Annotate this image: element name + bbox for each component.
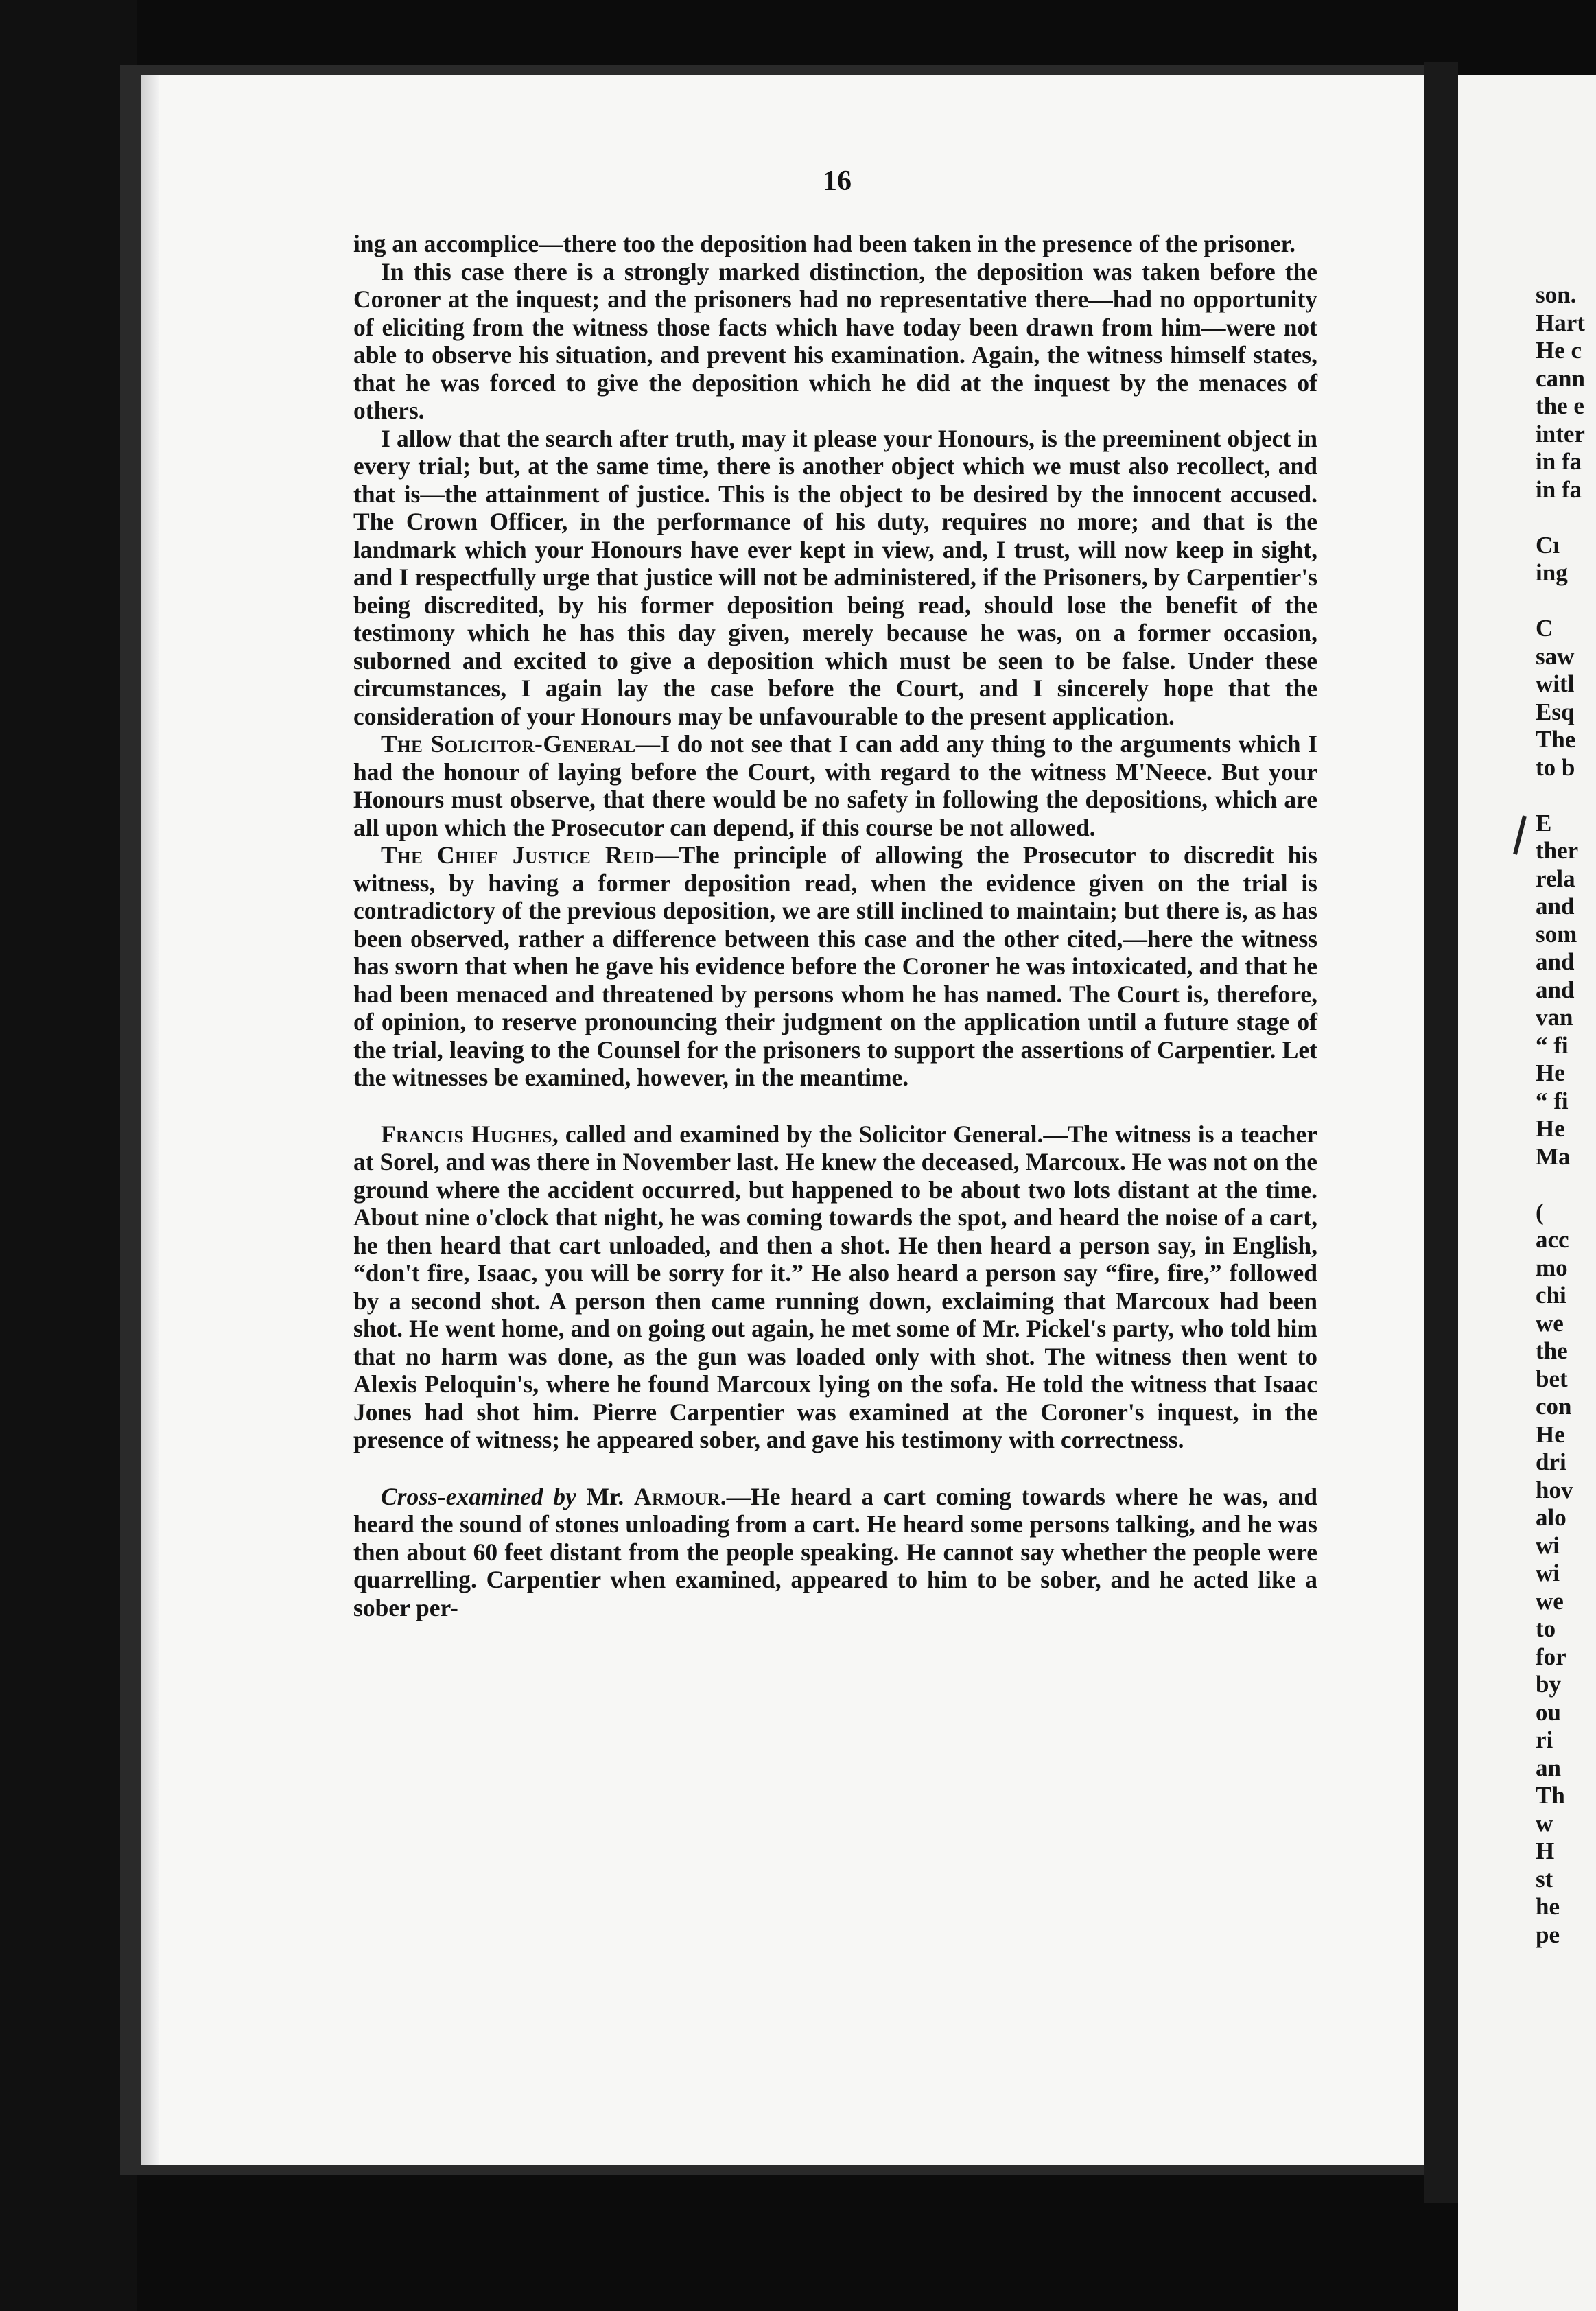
text-run: Mr. [576, 1482, 634, 1510]
adjacent-line-fragment: alo [1536, 1504, 1566, 1531]
adjacent-line-fragment: Ma [1536, 1142, 1571, 1170]
adjacent-line-fragment: st [1536, 1865, 1553, 1892]
adjacent-line-fragment: He [1536, 1059, 1565, 1086]
paragraph-p3 [353, 425, 1317, 731]
adjacent-line-fragment: He [1536, 1115, 1565, 1142]
text-run: ing an accomplice—there too the deposition had been taken in the presence of the prisoner. [353, 230, 1295, 257]
adjacent-line-fragment: wi [1536, 1560, 1560, 1586]
adjacent-line-fragment: rela [1536, 865, 1575, 892]
adjacent-line-fragment [1536, 504, 1596, 532]
adjacent-line-fragment: C [1536, 615, 1553, 642]
scan-border-left [0, 0, 137, 2311]
adjacent-line-fragment: witl [1536, 670, 1575, 697]
paragraph-p5 [353, 841, 1317, 1092]
text-run: I allow that the search after truth, may it please your Honours, is the preeminent object in every trial; but, at the same time, there is another object which we must also recollect, and that is—the attainment of justice. This is the object to be desired by the innocent accused. The Crown Officer, in the performance of his duty, requires no more; and that is the landmark which your Honours have ever kept in view, and, I trust, will now keep in sight, and I respectfully urge that justice will not be administered, if the Prisoners, by Carpentier's being discredited, by his former deposition being read, should lose the benefit of the testimony which he has this day given, merely because he was, on a former occasion, suborned and excited to give a deposition which must be seen to be false. Under these circumstances, I again lay the case before the Court, and I sincerely hope that the consideration of your Honours may be unfavourable to the present application. [353, 424, 1317, 730]
page-number: 16 [823, 165, 852, 197]
adjacent-line-fragment: the e [1536, 392, 1584, 419]
adjacent-line-fragment: we [1536, 1587, 1564, 1615]
paragraph-p6 [353, 1121, 1317, 1454]
adjacent-line-fragment: saw [1536, 642, 1575, 670]
adjacent-line-fragment: cann [1536, 364, 1585, 392]
adjacent-line-fragment: The [1536, 726, 1576, 753]
adjacent-line-fragment: ( [1536, 1198, 1544, 1225]
adjacent-line-fragment: the [1536, 1337, 1568, 1364]
adjacent-line-fragment: “ fi [1536, 1087, 1569, 1114]
adjacent-line-fragment: we [1536, 1309, 1564, 1337]
adjacent-line-fragment: in fa [1536, 448, 1582, 475]
text-run: Cross-examined by [381, 1482, 576, 1510]
adjacent-line-fragment: ou [1536, 1698, 1561, 1726]
adjacent-line-fragment: by [1536, 1671, 1561, 1698]
adjacent-line-fragment: hov [1536, 1476, 1573, 1503]
text-run: In this case there is a strongly marked distinction, the deposition was taken before the Coroner at the inquest; and the prisoners had no representative there—had no opportunity of eliciting from the witness those facts which have today been drawn from him—were not able to observe his situation, and prevent his examination. Again, the witness himself states, that he was forced to give the deposition which he did at the inquest by the menaces of others. [353, 257, 1317, 424]
text-run: Armour [633, 1482, 720, 1510]
adjacent-line-fragment: pe [1536, 1921, 1560, 1948]
text-run: —I do not see that I can add any thing to the arguments which I had the honour of laying before the Court, with regard to the witness M'Neece. But your Honours must observe, that there would be no safety in following the depositions, which are all upon which the Prosecutor can depend, if this course be not allowed. [353, 730, 1317, 841]
paragraph-p1 [353, 230, 1317, 258]
paragraph-p7 [353, 1483, 1317, 1622]
adjacent-line-fragment: Th [1536, 1782, 1565, 1809]
adjacent-line-fragment: acc [1536, 1226, 1569, 1253]
book-gutter [1424, 62, 1458, 2203]
text-run: —The principle of allowing the Prosecutor to discredit his witness, by having a former deposition read, when the evidence given on the trial is contradictory of the previous deposition, we are still inclined to maintain; but there is, as has been observed, rather a difference between this case and the other cited,—here the witness has sworn that when he gave his evidence before the Coroner he was intoxicated, and that he had been menaced and threatened by persons whom he has named. The Court is, therefore, of opinion, to reserve pronouncing their judgment on the application until a future stage of the trial, leaving to the Counsel for the prisoners to support the assertions of Carpentier. Let the witnesses be examined, however, in the meantime. [353, 841, 1317, 1091]
adjacent-line-fragment [1536, 782, 1596, 810]
adjacent-line-fragment: inter [1536, 420, 1585, 447]
adjacent-line-fragment: van [1536, 1004, 1573, 1031]
text-run: The Chief Justice Reid [381, 841, 655, 869]
adjacent-line-fragment: dri [1536, 1448, 1566, 1475]
adjacent-line-fragment: and [1536, 976, 1575, 1003]
adjacent-line-fragment: “ fi [1536, 1031, 1569, 1059]
adjacent-line-fragment: som [1536, 920, 1577, 948]
adjacent-line-fragment: con [1536, 1393, 1572, 1420]
adjacent-line-fragment: ing [1536, 559, 1568, 586]
text-run: , called and examined by the Solicitor General.—The witness is a teacher at Sorel, and was there in November last. He knew the deceased, Marcoux. He was not on the ground where the accident occurred, but happened to be about two lots distant at the time. About nine o'clock that night, he was coming towards the spot, and heard the noise of a cart, he then heard that cart unloaded, and then a shot. He then heard a person say, in English, “don't fire, Isaac, you will be sorry for it.” He also heard a person say “fire, fire,” followed by a second shot. A person then came running down, exclaiming that Marcoux had been shot. He went home, and on going out again, he met some of Mr. Pickel's party, who told him that no harm was done, as the gun was loaded only with shot. The witness then went to Alexis Peloquin's, where he found Marcoux lying on the sofa. He told the witness that Isaac Jones had shot him. Pierre Carpentier was examined at the Coroner's inquest, in the presence of witness; he appeared sober, and gave his testimony with correctness. [353, 1120, 1317, 1453]
adjacent-line-fragment: and [1536, 948, 1575, 975]
adjacent-line-fragment: an [1536, 1754, 1561, 1781]
adjacent-line-fragment: bet [1536, 1365, 1568, 1392]
adjacent-page-text-fragments [1536, 281, 1596, 1949]
page-edge-shading [141, 75, 159, 2165]
adjacent-line-fragment: He c [1536, 337, 1582, 364]
page-body-text [353, 230, 1317, 1621]
adjacent-line-fragment: mo [1536, 1254, 1568, 1281]
adjacent-line-fragment: H [1536, 1838, 1555, 1864]
text-run: Francis Hughes [381, 1120, 552, 1148]
adjacent-line-fragment: w [1536, 1809, 1553, 1837]
adjacent-line-fragment [1536, 1171, 1596, 1199]
adjacent-line-fragment: chi [1536, 1282, 1566, 1309]
adjacent-line-fragment: Hart [1536, 309, 1585, 336]
adjacent-line-fragment: wi [1536, 1532, 1560, 1559]
adjacent-line-fragment: to [1536, 1615, 1556, 1642]
adjacent-line-fragment: He [1536, 1420, 1565, 1448]
adjacent-line-fragment: and [1536, 893, 1575, 919]
adjacent-line-fragment: ri [1536, 1726, 1553, 1753]
paragraph-p2 [353, 258, 1317, 425]
adjacent-line-fragment: Cı [1536, 531, 1560, 559]
paragraph-p4 [353, 730, 1317, 841]
adjacent-page-mark [1510, 813, 1530, 861]
adjacent-line-fragment: in fa [1536, 476, 1582, 503]
adjacent-line-fragment: Esq [1536, 698, 1575, 725]
adjacent-line-fragment: E [1536, 809, 1552, 836]
adjacent-line-fragment: ther [1536, 837, 1579, 864]
text-run: The Solicitor-General [381, 730, 636, 758]
text-run: .—He heard a cart coming towards where he was, and heard the sound of stones unloading from a cart. He heard some persons talking, and he was then about 60 feet distant from the people speaking. He cannot say whether the people were quarrelling. Carpentier when examined, appeared to him to be sober, and he acted like a sober per- [353, 1482, 1317, 1621]
adjacent-line-fragment: to b [1536, 753, 1575, 781]
adjacent-line-fragment: son. [1536, 281, 1577, 308]
adjacent-line-fragment [1536, 587, 1596, 615]
adjacent-line-fragment: for [1536, 1643, 1566, 1670]
adjacent-line-fragment: he [1536, 1893, 1560, 1920]
